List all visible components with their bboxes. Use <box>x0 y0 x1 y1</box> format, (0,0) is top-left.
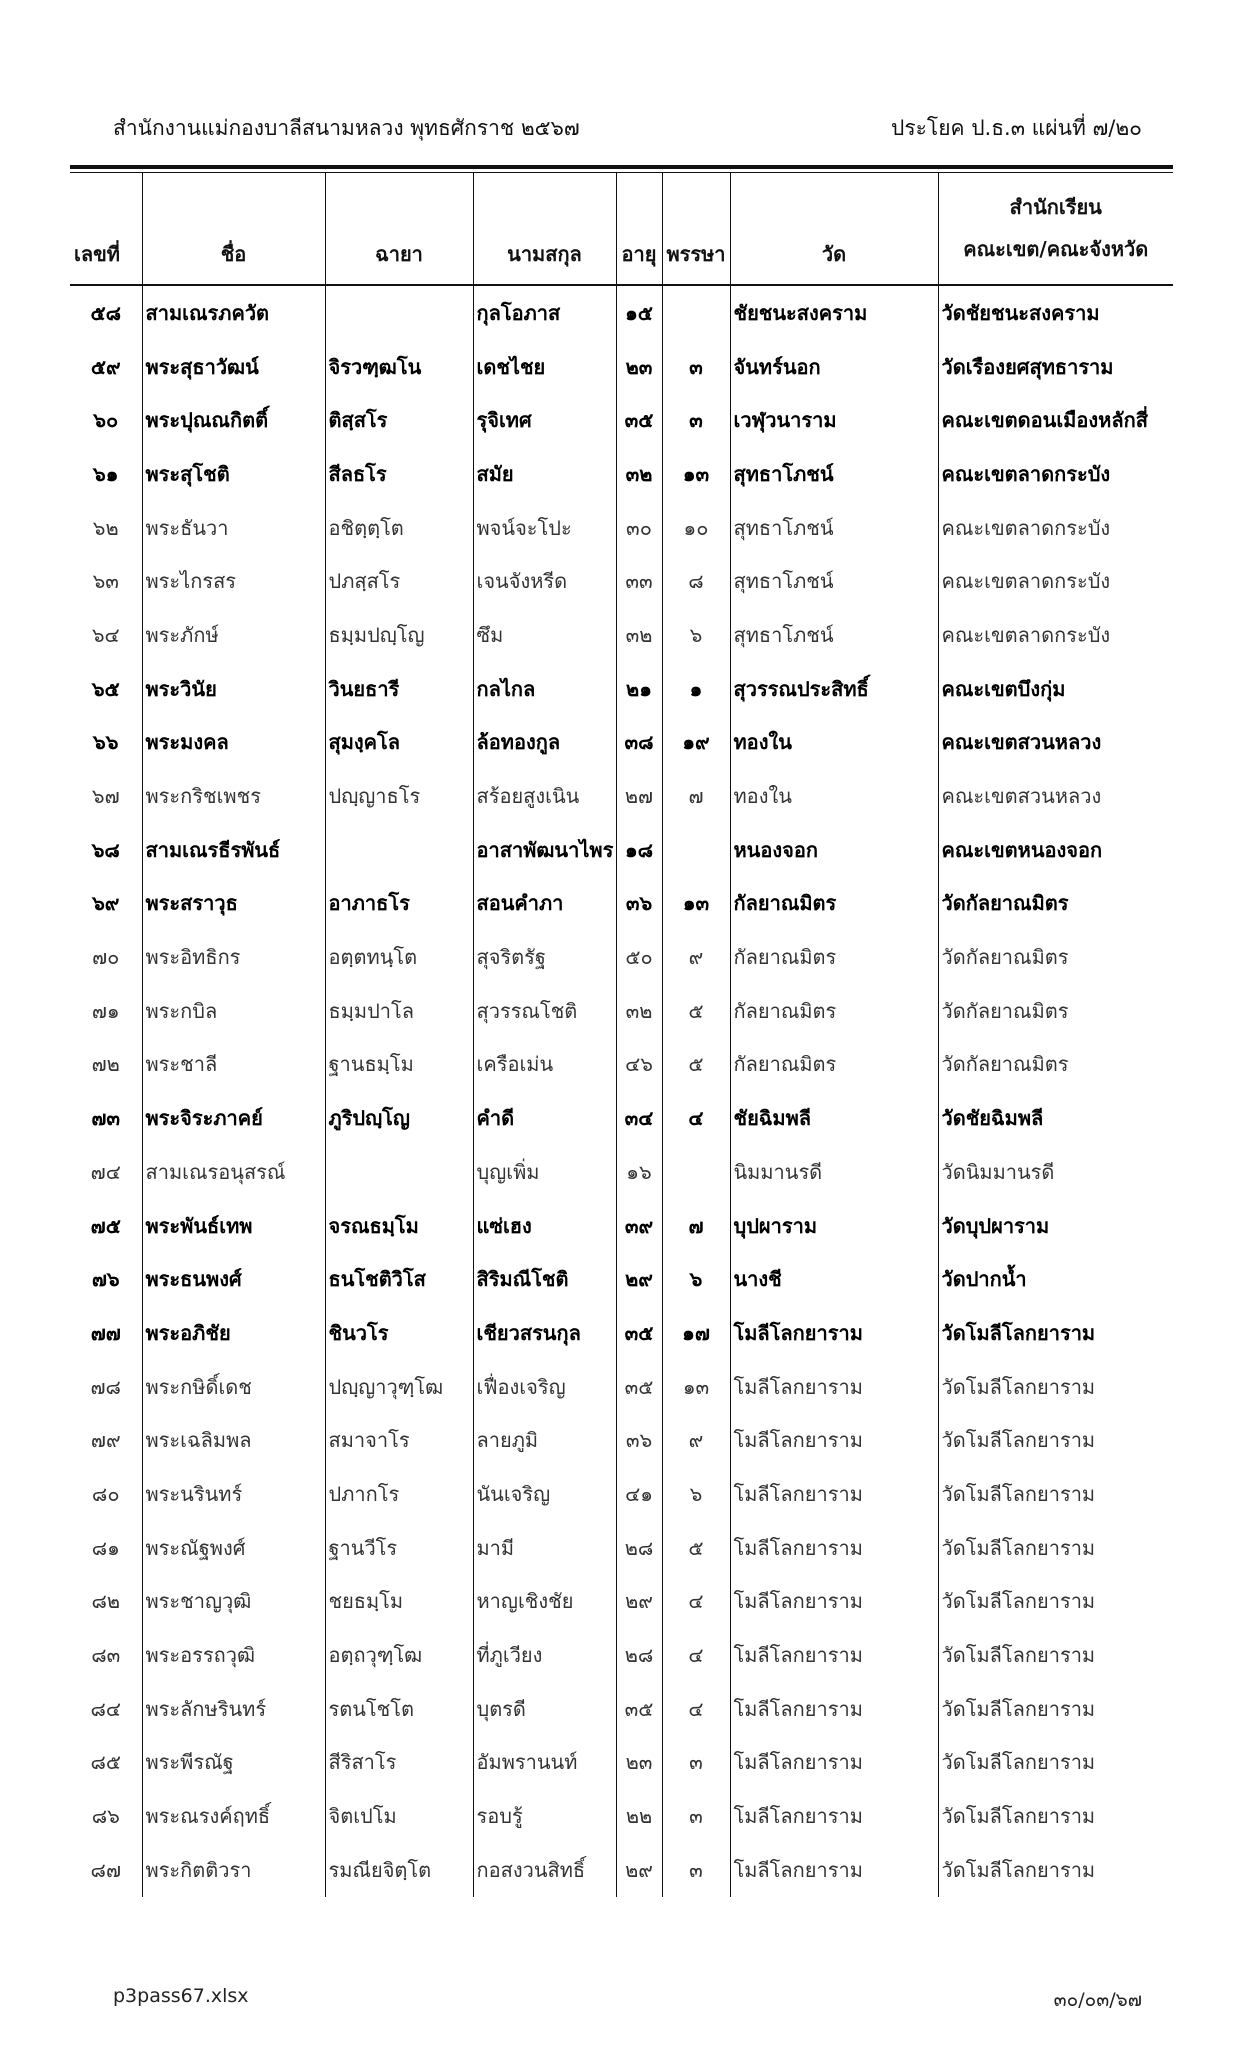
cell-no: ๗๓ <box>91 1106 121 1131</box>
cell-vassa: ๗ <box>662 1199 730 1253</box>
cell-temple: สุทธาโภชน์ <box>730 447 938 501</box>
table-row <box>70 984 1173 1038</box>
cell-age: ๓๖ <box>616 877 662 931</box>
cell-surname: ที่ภูเวียง <box>473 1628 616 1682</box>
cell-school: วัดโมลีโลกยาราม <box>938 1575 1173 1629</box>
cell-name: พระกิตติวรา <box>142 1843 325 1897</box>
table-row <box>70 662 1173 716</box>
cell-school: วัดโมลีโลกยาราม <box>938 1736 1173 1790</box>
cell-name: พระอิทธิกร <box>142 930 325 984</box>
cell-no: ๗๑ <box>91 998 120 1023</box>
cell-surname: ล้อทองกูล <box>473 716 616 770</box>
col-header-school <box>938 172 1173 285</box>
table-row <box>70 1843 1173 1897</box>
cell-vassa <box>662 1145 730 1199</box>
cell-name: พระกบิล <box>142 984 325 1038</box>
cell-school: คณะเขตหนองจอก <box>938 823 1173 877</box>
cell-title: อตฺถวุฑฺโฒ <box>325 1628 473 1682</box>
cell-title <box>325 823 473 877</box>
table-body <box>70 285 1173 1897</box>
cell-vassa: ๖ <box>662 1467 730 1521</box>
cell-no: ๕๘ <box>90 300 122 325</box>
cell-title: รมณียจิตฺโต <box>325 1843 473 1897</box>
cell-title: รตนโชโต <box>325 1682 473 1736</box>
cell-age: ๒๓ <box>616 1736 662 1790</box>
cell-name: สามเณรภควัต <box>142 285 325 340</box>
table-row <box>70 1628 1173 1682</box>
table-row <box>70 554 1173 608</box>
cell-no: ๘๓ <box>91 1643 121 1668</box>
cell-name: พระมงคล <box>142 716 325 770</box>
cell-school: คณะเขตลาดกระบัง <box>938 608 1173 662</box>
cell-temple: เวฬุวนาราม <box>730 393 938 447</box>
cell-vassa: ๓ <box>662 1789 730 1843</box>
cell-vassa: ๓ <box>662 1843 730 1897</box>
table-row <box>70 1682 1173 1736</box>
cell-surname: ซึม <box>473 608 616 662</box>
cell-vassa: ๑๙ <box>662 716 730 770</box>
cell-school: วัดบุปผาราม <box>938 1199 1173 1253</box>
cell-no: ๗๒ <box>91 1052 120 1077</box>
cell-name: พระชาญวุฒิ <box>142 1575 325 1629</box>
cell-name: พระอภิชัย <box>142 1306 325 1360</box>
cell-title: ธมฺมปาโล <box>325 984 473 1038</box>
cell-surname: อาสาพัฒนาไพร <box>473 823 616 877</box>
cell-temple: กัลยาณมิตร <box>730 984 938 1038</box>
cell-age: ๓๔ <box>616 1091 662 1145</box>
header-sheet-info: ประโยค ป.ธ.๓ แผ่นที่ ๗/๒๐ <box>891 116 1142 140</box>
cell-school: วัดโมลีโลกยาราม <box>938 1413 1173 1467</box>
cell-no: ๖๗ <box>91 784 120 809</box>
cell-age: ๔๑ <box>616 1467 662 1521</box>
table-row <box>70 1199 1173 1253</box>
cell-name: สามเณรอนุสรณ์ <box>142 1145 325 1199</box>
cell-name: พระภักษ์ <box>142 608 325 662</box>
cell-no: ๗๘ <box>90 1374 121 1399</box>
cell-title: ปญฺญาธโร <box>325 769 473 823</box>
cell-title: สีลธโร <box>325 447 473 501</box>
table-row <box>70 501 1173 555</box>
col-header-school-line1: สำนักเรียน <box>1009 195 1102 219</box>
cell-surname: หาญเชิงชัย <box>473 1575 616 1629</box>
col-header-age: อายุ <box>616 172 662 285</box>
table-row <box>70 877 1173 931</box>
cell-vassa: ๔ <box>662 1628 730 1682</box>
cell-age: ๑๖ <box>616 1145 662 1199</box>
cell-temple: โมลีโลกยาราม <box>730 1575 938 1629</box>
cell-title: สีริสาโร <box>325 1736 473 1790</box>
cell-title: ติสฺสโร <box>325 393 473 447</box>
cell-surname: กอสงวนสิทธิ์ <box>473 1843 616 1897</box>
table-row <box>70 1413 1173 1467</box>
cell-name: พระพันธ์เทพ <box>142 1199 325 1253</box>
cell-title: จิตเปโม <box>325 1789 473 1843</box>
cell-no: ๘๐ <box>91 1481 120 1506</box>
cell-no: ๖๓ <box>92 569 119 594</box>
cell-temple: สุวรรณประสิทธิ์ <box>730 662 938 716</box>
cell-title: อาภาธโร <box>325 877 473 931</box>
cell-title: จรณธมฺโม <box>325 1199 473 1253</box>
cell-vassa: ๗ <box>662 769 730 823</box>
table-row <box>70 393 1173 447</box>
results-table <box>70 172 1173 1897</box>
cell-vassa: ๑๓ <box>662 447 730 501</box>
cell-vassa: ๙ <box>662 930 730 984</box>
cell-name: พระปุณณกิตติ์ <box>142 393 325 447</box>
cell-temple: สุทธาโภชน์ <box>730 501 938 555</box>
cell-temple: สุทธาโภชน์ <box>730 608 938 662</box>
cell-name: พระธันวา <box>142 501 325 555</box>
cell-age: ๓๒ <box>616 984 662 1038</box>
col-header-temple: วัด <box>730 172 938 285</box>
cell-temple: กัลยาณมิตร <box>730 877 938 931</box>
table-row <box>70 608 1173 662</box>
cell-name: พระกษิดิ์เดช <box>142 1360 325 1414</box>
cell-vassa: ๓ <box>662 340 730 394</box>
header-rule-thick <box>70 165 1173 169</box>
cell-no: ๕๙ <box>90 354 121 379</box>
cell-name: พระวินัย <box>142 662 325 716</box>
cell-surname: พจน์จะโปะ <box>473 501 616 555</box>
footer-date: ๓๐/๐๓/๖๗ <box>1053 1989 1142 2011</box>
cell-temple: โมลีโลกยาราม <box>730 1306 938 1360</box>
cell-school: วัดเรืองยศสุทธาราม <box>938 340 1173 394</box>
cell-vassa: ๑๓ <box>662 877 730 931</box>
cell-temple: นิมมานรดี <box>730 1145 938 1199</box>
cell-age: ๓๕ <box>616 393 662 447</box>
cell-vassa: ๓ <box>662 1736 730 1790</box>
cell-no: ๖๘ <box>91 837 120 862</box>
cell-title: ฐานวีโร <box>325 1521 473 1575</box>
cell-title: ธนโชติวิโส <box>325 1252 473 1306</box>
table-row <box>70 1252 1173 1306</box>
cell-age: ๓๙ <box>616 1199 662 1253</box>
cell-no: ๖๖ <box>93 730 119 755</box>
cell-school: วัดกัลยาณมิตร <box>938 984 1173 1038</box>
cell-vassa: ๔ <box>662 1575 730 1629</box>
table-row <box>70 447 1173 501</box>
cell-age: ๓๓ <box>616 554 662 608</box>
cell-age: ๓๖ <box>616 1413 662 1467</box>
cell-age: ๔๖ <box>616 1038 662 1092</box>
cell-no: ๖๐ <box>93 408 119 433</box>
col-header-no: เลขที่ <box>70 172 142 285</box>
cell-name: พระไกรสร <box>142 554 325 608</box>
cell-temple: โมลีโลกยาราม <box>730 1682 938 1736</box>
cell-no: ๗๙ <box>90 1428 121 1453</box>
cell-no: ๘๗ <box>90 1857 121 1882</box>
cell-age: ๓๘ <box>616 716 662 770</box>
cell-temple: กัลยาณมิตร <box>730 930 938 984</box>
cell-no: ๗๗ <box>90 1320 121 1345</box>
cell-title: ปญฺญาวุฑฺโฒ <box>325 1360 473 1414</box>
cell-surname: บุตรดี <box>473 1682 616 1736</box>
table-row <box>70 1306 1173 1360</box>
cell-age: ๒๘ <box>616 1628 662 1682</box>
footer-filename: p3pass67.xlsx <box>113 1985 249 2007</box>
cell-vassa: ๕ <box>662 1521 730 1575</box>
cell-title <box>325 1145 473 1199</box>
cell-age: ๒๙ <box>616 1252 662 1306</box>
cell-school: วัดนิมมานรดี <box>938 1145 1173 1199</box>
cell-age: ๑๕ <box>616 285 662 340</box>
cell-surname: คำดี <box>473 1091 616 1145</box>
cell-school: วัดโมลีโลกยาราม <box>938 1628 1173 1682</box>
cell-temple: ชัยฉิมพลี <box>730 1091 938 1145</box>
cell-vassa <box>662 285 730 340</box>
cell-title: จิรวฑฺฒโน <box>325 340 473 394</box>
cell-temple: โมลีโลกยาราม <box>730 1628 938 1682</box>
cell-school: วัดกัลยาณมิตร <box>938 930 1173 984</box>
cell-school: คณะเขตสวนหลวง <box>938 716 1173 770</box>
cell-age: ๓๕ <box>616 1360 662 1414</box>
cell-school: วัดโมลีโลกยาราม <box>938 1467 1173 1521</box>
cell-age: ๓๕ <box>616 1306 662 1360</box>
cell-vassa: ๑๗ <box>662 1306 730 1360</box>
cell-school: วัดโมลีโลกยาราม <box>938 1521 1173 1575</box>
col-header-title: ฉายา <box>325 172 473 285</box>
cell-surname: สมัย <box>473 447 616 501</box>
cell-surname: เชียวสรนกุล <box>473 1306 616 1360</box>
cell-school: วัดโมลีโลกยาราม <box>938 1306 1173 1360</box>
cell-school: วัดโมลีโลกยาราม <box>938 1360 1173 1414</box>
cell-no: ๗๔ <box>90 1159 121 1184</box>
cell-temple: ทองใน <box>730 769 938 823</box>
cell-vassa <box>662 823 730 877</box>
cell-age: ๓๒ <box>616 608 662 662</box>
cell-temple: บุปผาราม <box>730 1199 938 1253</box>
cell-surname: เจนจังหรีด <box>473 554 616 608</box>
table-row <box>70 1360 1173 1414</box>
cell-age: ๑๘ <box>616 823 662 877</box>
table-row <box>70 823 1173 877</box>
cell-title: ปภากโร <box>325 1467 473 1521</box>
cell-name: พระกริชเพชร <box>142 769 325 823</box>
cell-temple: โมลีโลกยาราม <box>730 1521 938 1575</box>
cell-age: ๒๙ <box>616 1843 662 1897</box>
cell-age: ๒๒ <box>616 1789 662 1843</box>
cell-no: ๘๖ <box>91 1804 120 1829</box>
table-row <box>70 930 1173 984</box>
cell-school: วัดกัลยาณมิตร <box>938 1038 1173 1092</box>
cell-surname: บุญเพิ่ม <box>473 1145 616 1199</box>
cell-vassa: ๔ <box>662 1682 730 1736</box>
cell-name: พระพีรณัฐ <box>142 1736 325 1790</box>
cell-school: วัดชัยฉิมพลี <box>938 1091 1173 1145</box>
header-office-year: สำนักงานแม่กองบาลีสนามหลวง พุทธศักราช ๒๕๖๗ <box>113 116 580 140</box>
cell-surname: มามี <box>473 1521 616 1575</box>
table-row <box>70 1575 1173 1629</box>
col-header-school-line2: คณะเขต/คณะจังหวัด <box>963 237 1149 261</box>
cell-vassa: ๑๓ <box>662 1360 730 1414</box>
cell-no: ๖๑ <box>93 461 119 486</box>
cell-title: ภูริปญฺโญ <box>325 1091 473 1145</box>
table-row <box>70 1145 1173 1199</box>
cell-school: วัดกัลยาณมิตร <box>938 877 1173 931</box>
cell-vassa: ๖ <box>662 1252 730 1306</box>
cell-age: ๒๑ <box>616 662 662 716</box>
cell-school: วัดโมลีโลกยาราม <box>938 1682 1173 1736</box>
table-row <box>70 716 1173 770</box>
cell-vassa: ๑ <box>662 662 730 716</box>
cell-surname: สิริมณีโชติ <box>473 1252 616 1306</box>
cell-no: ๘๑ <box>91 1535 120 1560</box>
cell-temple: โมลีโลกยาราม <box>730 1413 938 1467</box>
cell-surname: นันเจริญ <box>473 1467 616 1521</box>
cell-age: ๕๐ <box>616 930 662 984</box>
cell-title: วินยธารี <box>325 662 473 716</box>
table-row <box>70 1038 1173 1092</box>
cell-surname: กุลโอภาส <box>473 285 616 340</box>
cell-name: พระสุโชติ <box>142 447 325 501</box>
cell-vassa: ๕ <box>662 984 730 1038</box>
cell-surname: อัมพรานนท์ <box>473 1736 616 1790</box>
cell-surname: เฟื่องเจริญ <box>473 1360 616 1414</box>
cell-age: ๓๐ <box>616 501 662 555</box>
cell-surname: สอนคำภา <box>473 877 616 931</box>
cell-surname: กลไกล <box>473 662 616 716</box>
col-header-name: ชื่อ <box>142 172 325 285</box>
cell-temple: หนองจอก <box>730 823 938 877</box>
cell-surname: รอบรู้ <box>473 1789 616 1843</box>
cell-no: ๘๔ <box>90 1696 122 1721</box>
cell-no: ๖๒ <box>92 515 119 540</box>
table-row <box>70 340 1173 394</box>
cell-vassa: ๑๐ <box>662 501 730 555</box>
cell-age: ๓๒ <box>616 447 662 501</box>
page-header <box>113 112 1142 145</box>
cell-no: ๖๔ <box>91 622 120 647</box>
cell-school: วัดชัยชนะสงคราม <box>938 285 1173 340</box>
table-row <box>70 1736 1173 1790</box>
cell-age: ๓๕ <box>616 1682 662 1736</box>
cell-name: พระธนพงศ์ <box>142 1252 325 1306</box>
cell-temple: จันทร์นอก <box>730 340 938 394</box>
cell-title: ธมฺมปญฺโญ <box>325 608 473 662</box>
cell-vassa: ๕ <box>662 1038 730 1092</box>
cell-title: ชยธมฺโม <box>325 1575 473 1629</box>
cell-surname: แซ่เฮง <box>473 1199 616 1253</box>
cell-age: ๒๗ <box>616 769 662 823</box>
cell-no: ๗๕ <box>90 1213 121 1238</box>
cell-temple: โมลีโลกยาราม <box>730 1736 938 1790</box>
cell-surname: รุจิเทศ <box>473 393 616 447</box>
cell-no: ๖๕ <box>91 676 120 701</box>
cell-name: พระอรรถวุฒิ <box>142 1628 325 1682</box>
cell-temple: โมลีโลกยาราม <box>730 1789 938 1843</box>
cell-name: พระณรงค์ฤทธิ์ <box>142 1789 325 1843</box>
cell-vassa: ๖ <box>662 608 730 662</box>
cell-title: อตฺตทนฺโต <box>325 930 473 984</box>
cell-temple: โมลีโลกยาราม <box>730 1843 938 1897</box>
cell-surname: สุจริตรัฐ <box>473 930 616 984</box>
cell-temple: ชัยชนะสงคราม <box>730 285 938 340</box>
cell-school: คณะเขตลาดกระบัง <box>938 447 1173 501</box>
cell-name: พระเฉลิมพล <box>142 1413 325 1467</box>
cell-age: ๒๙ <box>616 1575 662 1629</box>
cell-surname: เดชไชย <box>473 340 616 394</box>
col-header-vassa: พรรษา <box>662 172 730 285</box>
cell-surname: ลายภูมิ <box>473 1413 616 1467</box>
cell-temple: สุทธาโภชน์ <box>730 554 938 608</box>
cell-school: วัดโมลีโลกยาราม <box>938 1789 1173 1843</box>
cell-vassa: ๘ <box>662 554 730 608</box>
cell-name: พระชาลี <box>142 1038 325 1092</box>
cell-no: ๘๕ <box>90 1750 122 1775</box>
cell-no: ๘๒ <box>91 1589 121 1614</box>
cell-surname: เครือเม่น <box>473 1038 616 1092</box>
cell-name: พระนรินทร์ <box>142 1467 325 1521</box>
cell-title: อชิตฺตฺโต <box>325 501 473 555</box>
cell-name: สามเณรธีรพันธ์ <box>142 823 325 877</box>
cell-temple: นางชี <box>730 1252 938 1306</box>
cell-vassa: ๓ <box>662 393 730 447</box>
cell-school: วัดโมลีโลกยาราม <box>938 1843 1173 1897</box>
cell-surname: สร้อยสูงเนิน <box>473 769 616 823</box>
cell-title: สุมงฺคโล <box>325 716 473 770</box>
cell-age: ๒๘ <box>616 1521 662 1575</box>
table-row <box>70 1789 1173 1843</box>
cell-title: ฐานธมฺโม <box>325 1038 473 1092</box>
cell-vassa: ๔ <box>662 1091 730 1145</box>
cell-temple: กัลยาณมิตร <box>730 1038 938 1092</box>
cell-title: ชินวโร <box>325 1306 473 1360</box>
cell-name: พระสราวุธ <box>142 877 325 931</box>
table-row <box>70 285 1173 340</box>
table-header-row <box>70 172 1173 285</box>
cell-temple: โมลีโลกยาราม <box>730 1360 938 1414</box>
cell-name: พระณัฐพงศ์ <box>142 1521 325 1575</box>
cell-age: ๒๓ <box>616 340 662 394</box>
table-row <box>70 1467 1173 1521</box>
cell-school: คณะเขตดอนเมืองหลักสี่ <box>938 393 1173 447</box>
cell-school: คณะเขตลาดกระบัง <box>938 554 1173 608</box>
cell-title <box>325 285 473 340</box>
col-header-surname: นามสกุล <box>473 172 616 285</box>
cell-vassa: ๙ <box>662 1413 730 1467</box>
cell-title: ปภสฺสโร <box>325 554 473 608</box>
cell-school: คณะเขตบึงกุ่ม <box>938 662 1173 716</box>
page-footer <box>113 1985 1142 2015</box>
table-row <box>70 769 1173 823</box>
cell-school: วัดปากน้ำ <box>938 1252 1173 1306</box>
cell-name: พระลักษรินทร์ <box>142 1682 325 1736</box>
cell-surname: สุวรรณโชติ <box>473 984 616 1038</box>
cell-no: ๖๙ <box>92 891 120 916</box>
cell-school: คณะเขตลาดกระบัง <box>938 501 1173 555</box>
cell-no: ๗๖ <box>91 1267 120 1292</box>
cell-no: ๗๐ <box>92 945 120 970</box>
cell-name: พระสุธาวัฒน์ <box>142 340 325 394</box>
cell-title: สมาจาโร <box>325 1413 473 1467</box>
table-row <box>70 1091 1173 1145</box>
cell-temple: โมลีโลกยาราม <box>730 1467 938 1521</box>
cell-school: คณะเขตสวนหลวง <box>938 769 1173 823</box>
cell-name: พระจิระภาคย์ <box>142 1091 325 1145</box>
cell-temple: ทองใน <box>730 716 938 770</box>
table-row <box>70 1521 1173 1575</box>
